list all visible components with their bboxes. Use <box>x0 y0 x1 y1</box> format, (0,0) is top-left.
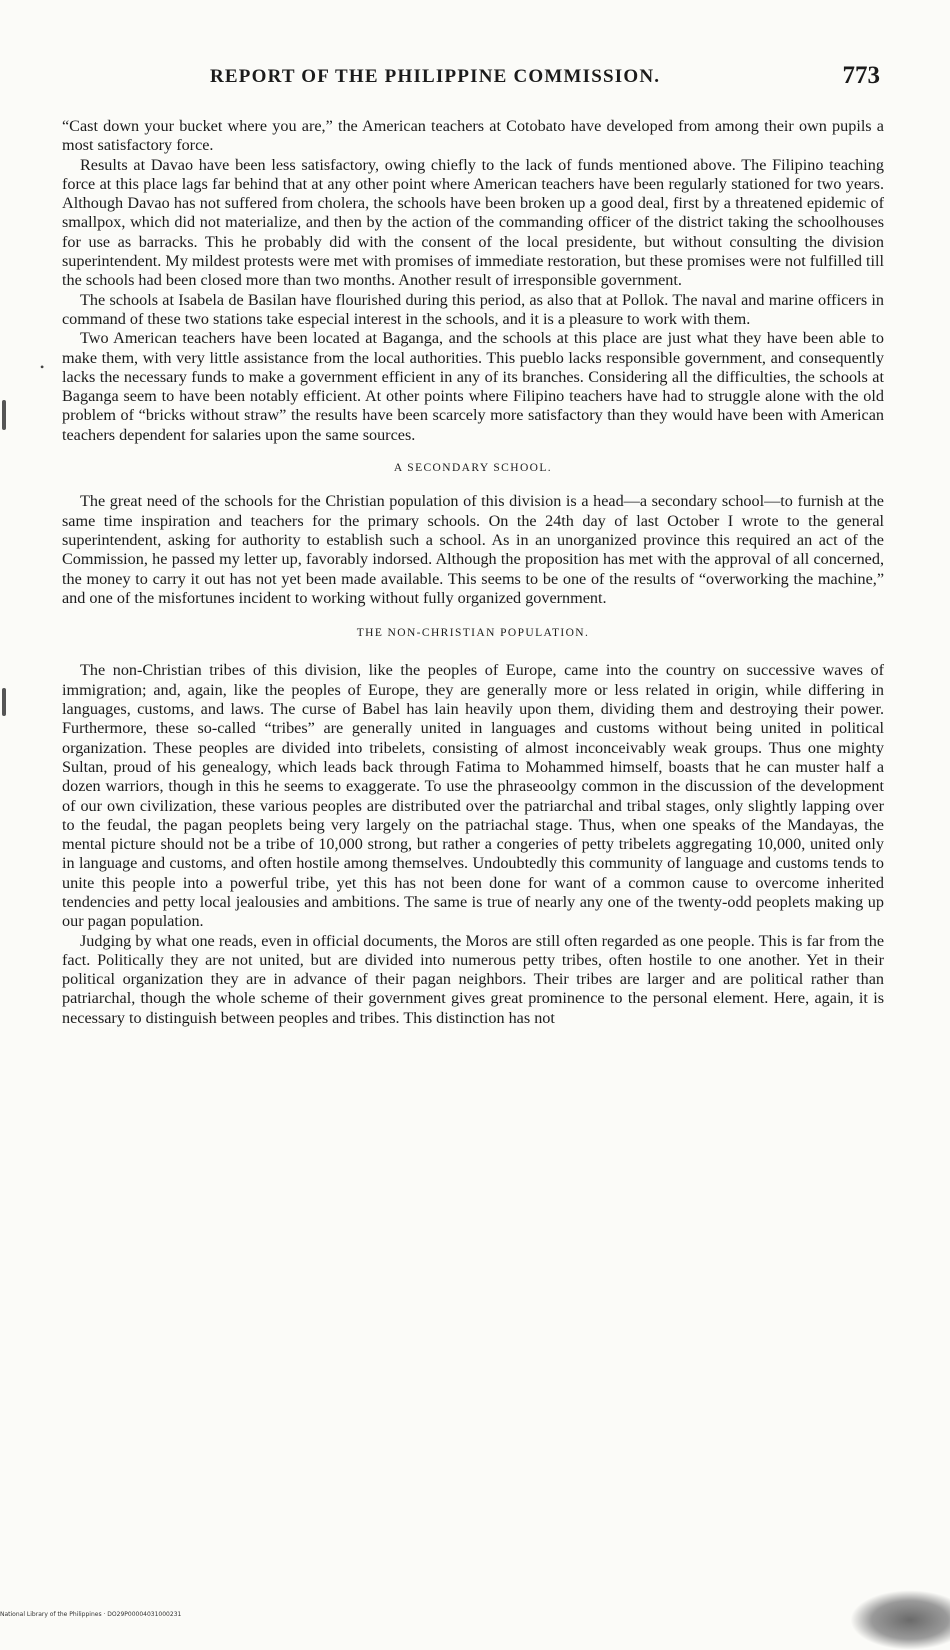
page-number: 773 <box>842 62 880 89</box>
paragraph: The schools at Isabela de Basilan have flourished during this period, as also that at Pollok. The naval and marine officers in command of these two stations take especial interest in the schools, and it is a pleasure to work with them. <box>62 290 884 328</box>
body-text <box>62 117 884 1028</box>
header-title: REPORT OF THE PHILIPPINE COMMISSION. <box>210 66 661 87</box>
footer-text: National Library of the Philippines · DO29P00004031000231 <box>0 1611 182 1618</box>
paragraph: The great need of the schools for the Christian population of this division is a head—a secondary school—to furnish at the same time inspiration and teachers for the primary schools. On the 24th day of last October I wrote to the general superintendent, asking for authority to establish such a school. As in an unorganized province this required an act of the Commission, he passed my letter up, favorably indorsed. Although the proposition has met with the approval of all concerned, the money to carry it out has not yet been made available. This seems to be one of the results of “overworking the machine,” and one of the misfortunes incident to working without fully organized government. <box>62 492 884 607</box>
page-corner-shadow <box>850 1590 950 1650</box>
section-heading: THE NON-CHRISTIAN POPULATION. <box>356 627 590 640</box>
binding-mark <box>2 400 6 430</box>
paragraph: The non-Christian tribes of this division, like the peoples of Europe, came into the country on successive waves of immigration; and, again, like the peoples of Europe, they are generally more or less related in origin, while differing in languages, customs, and laws. The curse of Babel has lain heavily upon them, dividing them and destroying their power. Furthermore, these so-called “tribes” are generally united in languages and customs without being united in political organization. These peoples are divided into tribelets, consisting of almost inconceivably weak groups. Thus one mighty Sultan, proud of his genealogy, which leads back through Fatima to Mohammed himself, boasts that he can muster half a dozen warriors, though in this he seems to exaggerate. To use the phraseoolgy common in the discussion of the development of our own civilization, these various peoples are distributed over the patriarchal and tribal stages, only slightly lapping over to the feudal, the pagan peoplets being very largely on the patriachal stage. Thus, when one speaks of the Mandayas, the mental picture should not be a tribe of 10,000 strong, but rather a congeries of petty tribelets aggregating 10,000, united only in language and customs, and often hostile among themselves. Undoubtedly this community of language and customs tends to unite this people into a powerful tribe, yet this has not been done for want of a common cause to overcome inherited tendencies and petty local jealousies and ambitions. The same is true of nearly any one of the twenty-odd peoplets making up our pagan population. <box>62 661 884 931</box>
paragraph: “Cast down your bucket where you are,” the American teachers at Cotobato have developed from among their own pupils a most satisfactory force. <box>62 117 884 155</box>
paragraph: Two American teachers have been located at Baganga, and the schools at this place are just what they have been able to make them, with very little assistance from the local authorities. This pueblo lacks responsible government, and consequently lacks the necessary funds to make a government efficient in any of its branches. Considering all the difficulties, the schools at Baganga seem to have been notably efficient. At other points where Filipino teachers have had to struggle alone with the old problem of “bricks without straw” the results have been scarcely more satisfactory than they would have been with American teachers dependent for salaries upon the same sources. <box>62 329 884 444</box>
paragraph: Judging by what one reads, even in official documents, the Moros are still often regarded as one people. This is far from the fact. Politically they are not united, but are divided into numerous petty tribes, often hostile to one another. Yet in their political organization they are in advance of their pagan neighbors. Their tribes are larger and are political rather than patriarchal, though the whole scheme of their government gives great prominence to the personal element. Here, again, it is necessary to distinguish between peoples and tribes. This distinction has not <box>62 931 884 1027</box>
binding-mark <box>2 688 6 716</box>
running-header <box>60 62 880 100</box>
margin-dot: • <box>40 360 45 374</box>
paragraph: Results at Davao have been less satisfactory, owing chiefly to the lack of funds mentioned above. The Filipino teaching force at this place lags far behind that at any other point where American teachers have been regularly stationed for two years. Although Davao has not suffered from cholera, the schools have been broken up a good deal, first by a threatened epidemic of smallpox, which did not materialize, and then by the action of the commanding officer of the district taking the schoolhouses for use as barracks. This he probably did with the consent of the local presidente, but without consulting the division superintendent. My mildest protests were met with promises of immediate restoration, but these promises were not fulfilled till the schools had been closed more than two months. Another result of irresponsible government. <box>62 155 884 290</box>
section-heading: A SECONDARY SCHOOL. <box>393 462 553 475</box>
